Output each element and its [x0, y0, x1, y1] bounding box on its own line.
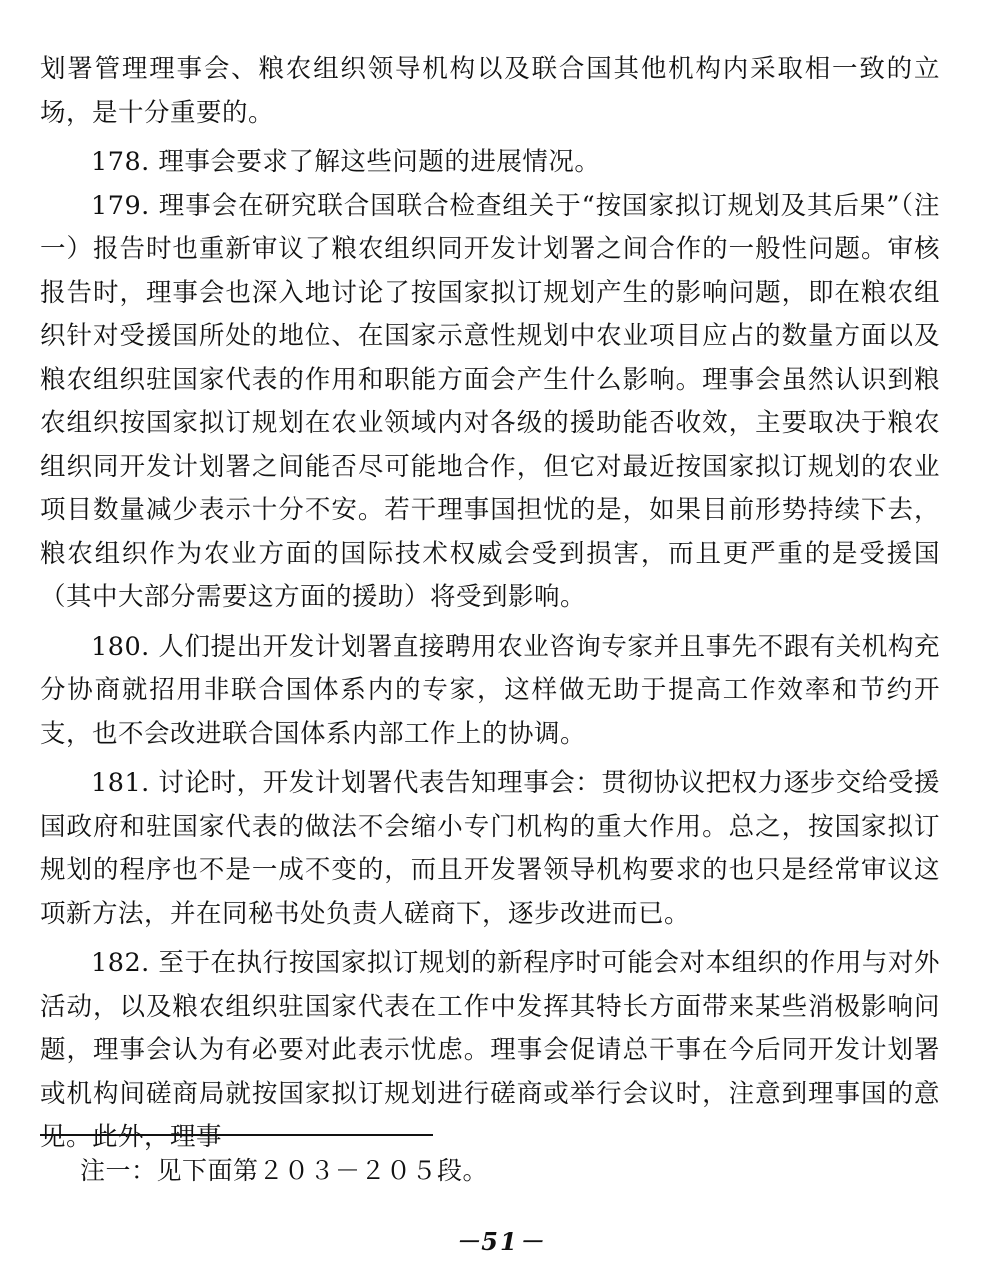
footnote-divider [40, 1134, 433, 1136]
paragraph-182: 182. 至于在执行按国家拟订规划的新程序时可能会对本组织的作用与对外活动，以及粮农组织驻国家代表在工作中发挥其特长方面带来某些消极影响问题，理事会认为有必要对此表示忧虑。理事会促请总干事在今后同开发计划署或机构间磋商局就按国家拟订规划进行磋商或举行会议时，注意到理事国的意见。此外，理事 [40, 948, 940, 1152]
page-number: －51－ [455, 1227, 545, 1256]
body-text [40, 48, 940, 1160]
paragraph-179: 179. 理事会在研究联合国联合检查组关于“按国家拟订规划及其后果”（注一）报告时也重新审议了粮农组织同开发计划署之间合作的一般性问题。审核报告时，理事会也深入地讨论了按国家拟订规划产生的影响问题，即在粮农组织针对受援国所处的地位、在国家示意性规划中农业项目应占的数量方面以及粮农组织驻国家代表的作用和职能方面会产生什么影响。理事会虽然认识到粮农组织按国家拟订规划在农业领域内对各级的援助能否收效，主要取决于粮农组织同开发计划署之间能否尽可能地合作，但它对最近按国家拟订规划的农业项目数量减少表示十分不安。若干理事国担忧的是，如果目前形势持续下去，粮农组织作为农业方面的国际技术权威会受到损害，而且更严重的是受援国（其中大部分需要这方面的援助）将受到影响。 [40, 190, 940, 612]
paragraph-180: 180. 人们提出开发计划署直接聘用农业咨询专家并且事先不跟有关机构充分协商就招用非联合国体系内的专家，这样做无助于提高工作效率和节约开支，也不会改进联合国体系内部工作上的协调。 [40, 631, 940, 749]
footnote: 注一：见下面第２０３－２０５段。 [80, 1156, 489, 1185]
paragraph-181: 181. 讨论时，开发计划署代表告知理事会：贯彻协议把权力逐步交给受援国政府和驻国家代表的做法不会缩小专门机构的重大作用。总之，按国家拟订规划的程序也不是一成不变的，而且开发署领导机构要求的也只是经常审议这项新方法，并在同秘书处负责人磋商下，逐步改进而已。 [40, 768, 940, 929]
paragraph-continuation: 划署管理理事会、粮农组织领导机构以及联合国其他机构内采取相一致的立场，是十分重要的。 [40, 54, 940, 128]
paragraph-178: 178. 理事会要求了解这些问题的进展情况。 [91, 147, 601, 177]
